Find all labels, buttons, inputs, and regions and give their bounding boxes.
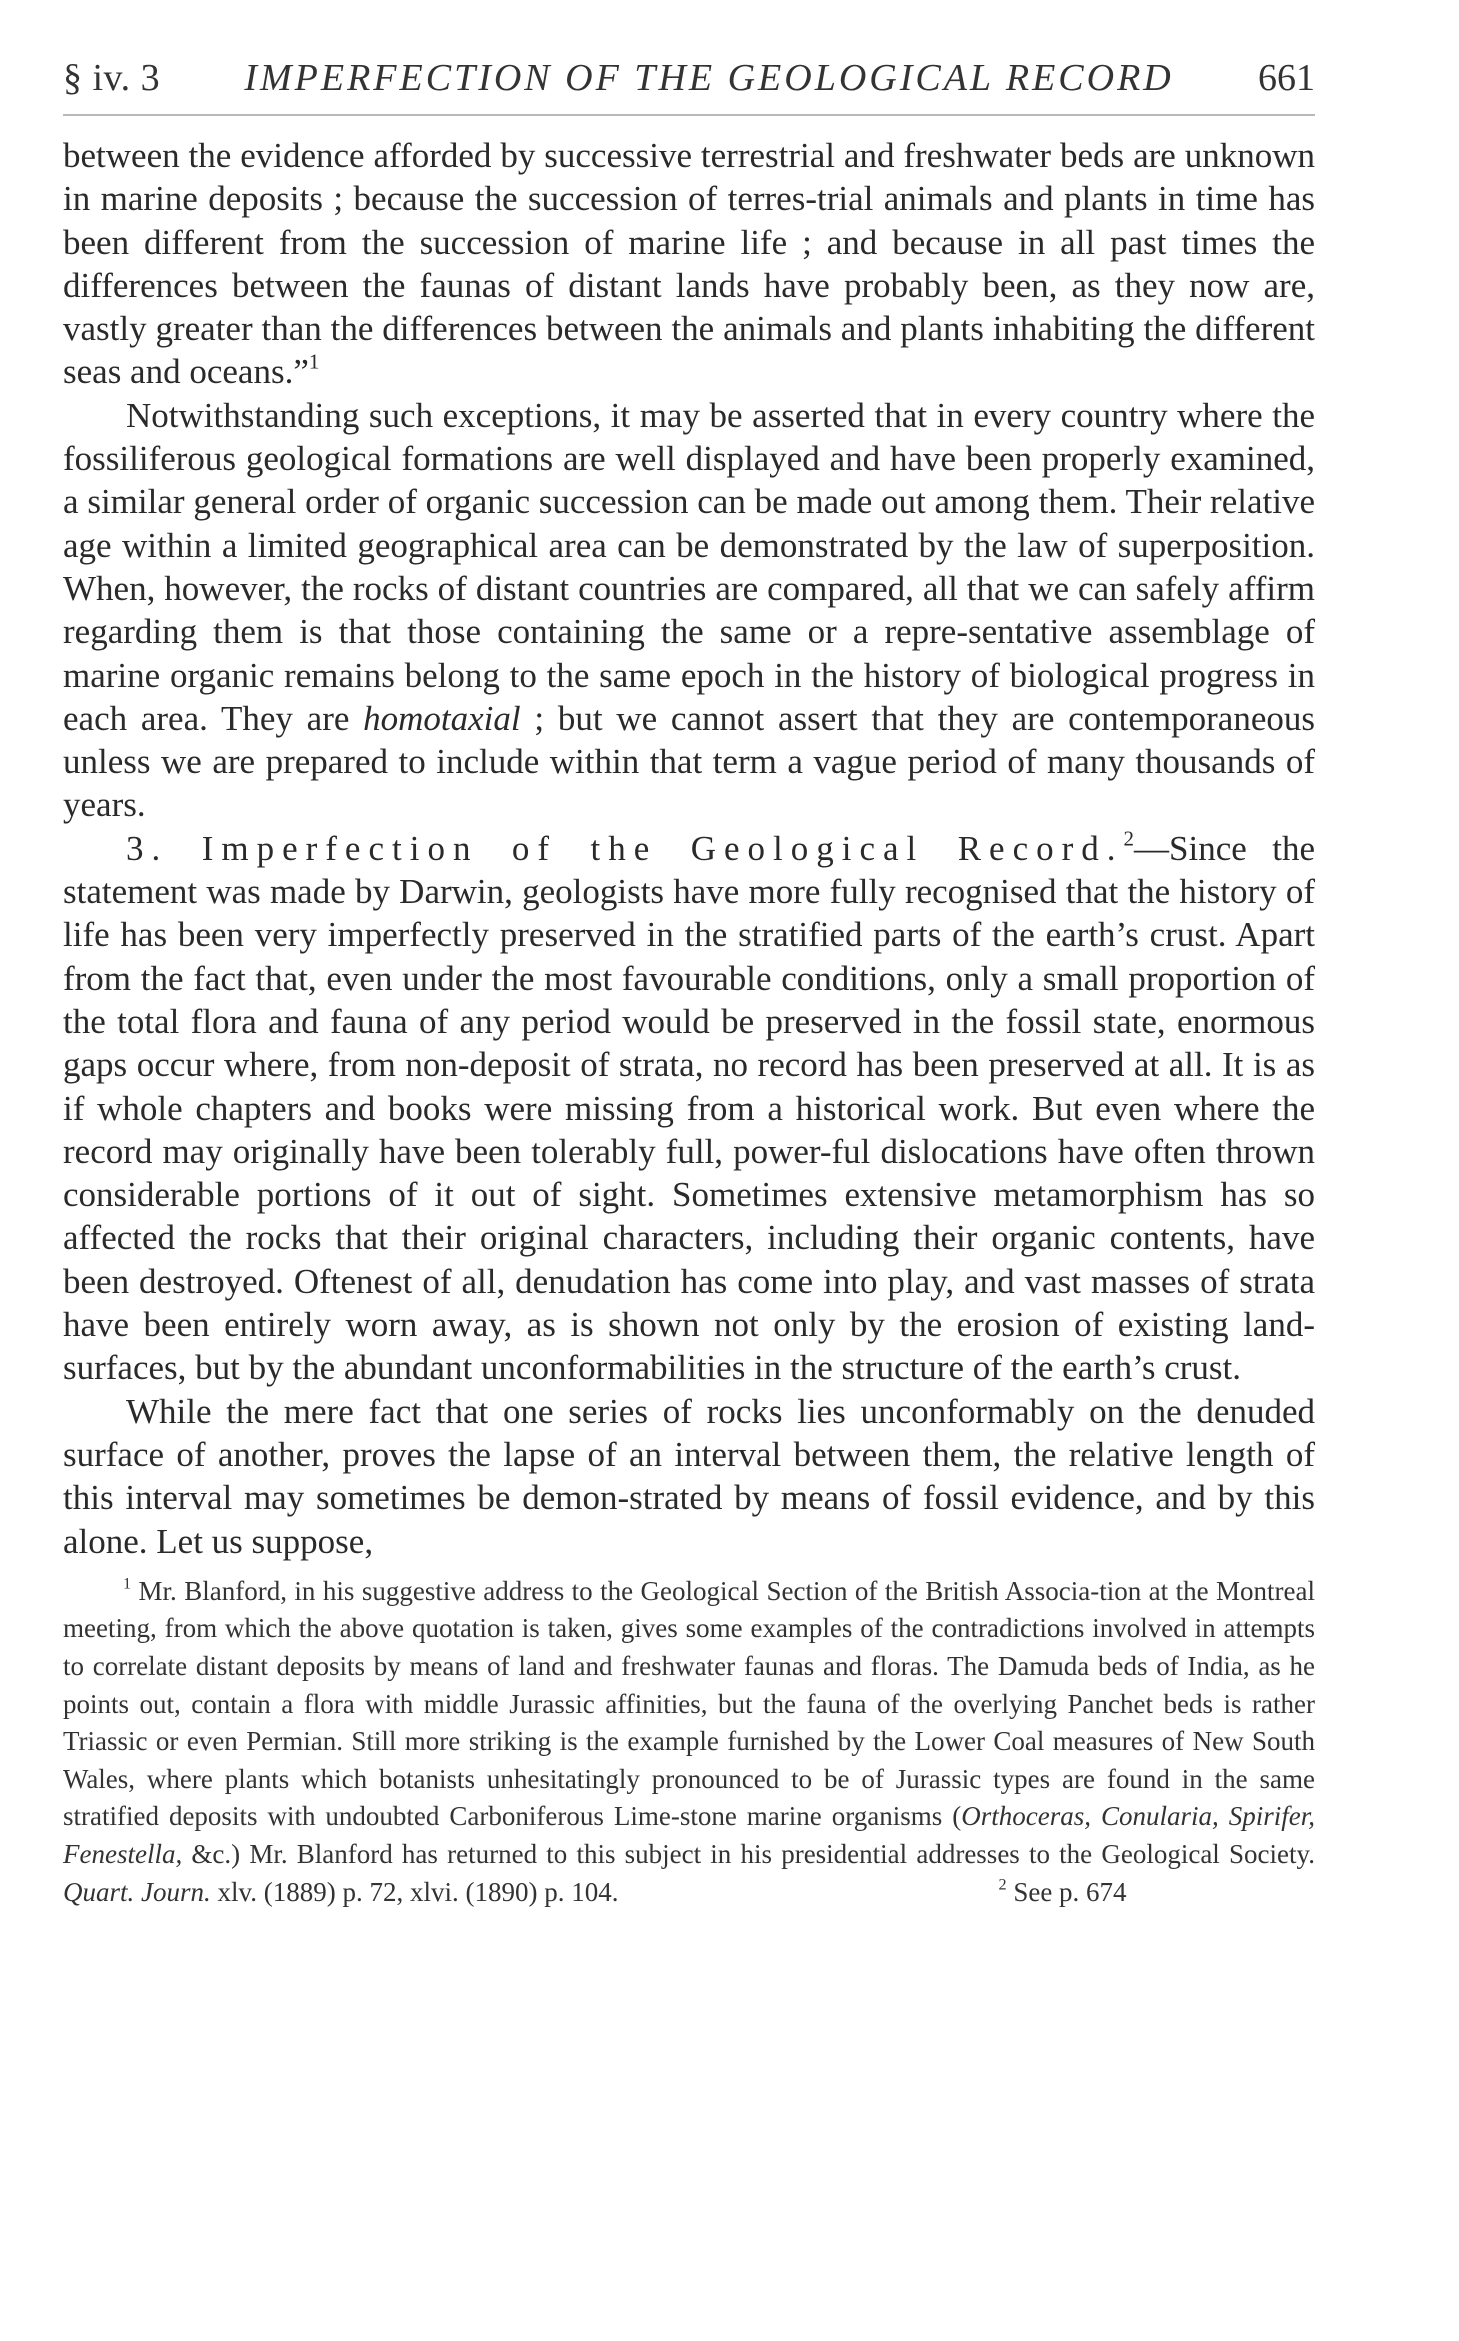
running-title: IMPERFECTION OF THE GEOLOGICAL RECORD: [244, 57, 1174, 99]
section-heading: 3. Imperfection of the Geological Record.: [126, 828, 1124, 868]
footnote-1: $^1$ Mr. Blanford, in his suggestive address to the Geological Section of the British Associa-tion at the Montreal meeting, from which the above quotation is taken, gives some examples of the contradictions involved in attempts to correlate distant deposits by means of land and freshwater faunas and floras. The Damuda beds of India, as he points out, contain a flora with middle Jurassic affinities, but the fauna of the overlying Panchet beds is rather Triassic or even Permian. Still more striking is the example furnished by the Lower Coal measures of New South Wales, where plants which botanists unhesitatingly pronounced to be of Jurassic types are found in the same stratified deposits with undoubted Carboniferous Lime-stone marine organisms (Orthoceras, Conularia, Spirifer, Fenestella, &c.) Mr. Blanford has returned to this subject in his presidential addresses to the Geological Society. Quart. Journ. xlv. (1889) p. 72, xlvi. (1890) p. 104. $^2$ See p. 674: [63, 1574, 1315, 1907]
book-page: [63, 52, 1315, 1911]
paragraph-unconformity: While the mere fact that one series of rocks lies unconformably on the denuded surface of another, proves the lapse of an interval between them, the relative length of this interval may sometimes be demon-strated by means of fossil evidence, and by this alone. Let us suppose,: [63, 1391, 1315, 1561]
main-text: [63, 134, 1315, 1563]
page-number: 661: [1258, 57, 1315, 99]
paragraph-homotaxis: Notwithstanding such exceptions, it may be asserted that in every country where the fossiliferous geological formations are well displayed and have been properly examined, a similar general order of organic succession can be made out among them. Their relative age within a limited geographical area can be demonstrated by the law of superposition. When, however, the rocks of distant countries are compared, all that we can safely affirm regarding them is that those containing the same or a repre-sentative assemblage of marine organic remains belong to the same epoch in the history of biological progress in each area. They are homotaxial ; but we cannot assert that they are contemporaneous unless we are prepared to include within that term a vague period of many thousands of years.: [63, 395, 1315, 825]
fossil-taxa: Orthoceras, Conularia, Spirifer, Fenestella,: [63, 1801, 1315, 1869]
footnotes: [63, 1573, 1315, 1911]
section-number: § iv. 3: [63, 57, 161, 99]
term-homotaxial: homotaxial: [363, 698, 521, 738]
footnote-ref-1: 1: [308, 349, 320, 374]
running-header: [63, 52, 1315, 116]
footnote-ref-2: 2: [1123, 826, 1135, 851]
footnote-2: See p. 674: [1006, 1876, 1127, 1907]
footnote-mark-1: 1: [123, 1574, 132, 1593]
paragraph-imperfection: 3. Imperfection of the Geological Record.$^2$—Since the statement was made by Darwin, geologists have more fully recognised that the history of life has been very imperfectly preserved in the stratified parts of the earth’s crust. Apart from the fact that, even under the most favourable conditions, only a small proportion of the total flora and fauna of any period would be preserved in the fossil state, enormous gaps occur where, from non-deposit of strata, no record has been preserved at all. It is as if whole chapters and books were missing from a historical work. But even where the record may originally have been tolerably full, power-ful dislocations have often thrown considerable portions of it out of sight. Sometimes extensive metamorphism has so affected the rocks that their original characters, including their organic contents, have been destroyed. Oftenest of all, denudation has come into play, and vast masses of strata have been entirely worn away, as is shown not only by the erosion of existing land-surfaces, but by the abundant unconformabilities in the structure of the earth’s crust.: [63, 826, 1315, 1388]
journal-title: Quart. Journ.: [63, 1876, 211, 1907]
footnote-mark-2: 2: [998, 1875, 1007, 1894]
paragraph-continuation: between the evidence afforded by successive terrestrial and freshwater beds are unknown in marine deposits ; because the succession of terres-trial animals and plants in time has been different from the succession of marine life ; and because in all past times the differences between the faunas of distant lands have probably been, as they now are, vastly greater than the differences between the animals and plants inhabiting the different seas and oceans.”$^1$: [63, 136, 1315, 392]
